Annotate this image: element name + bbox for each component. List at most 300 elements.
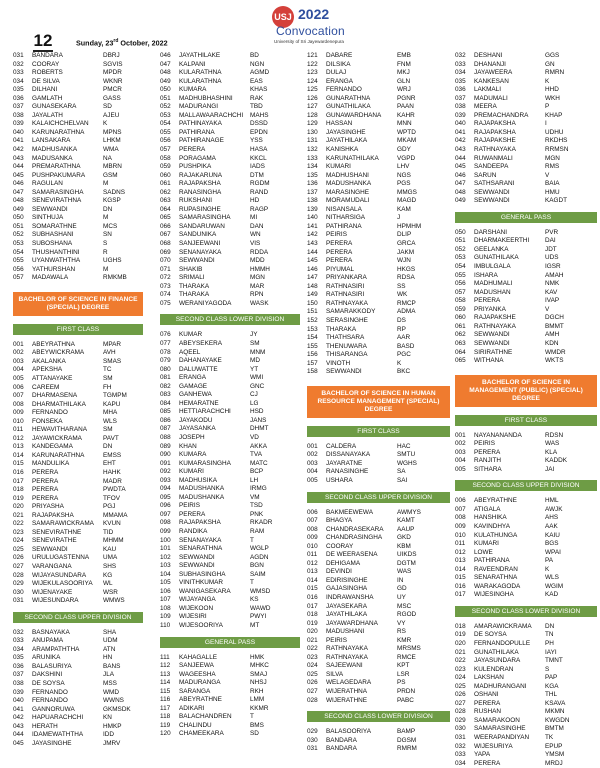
initials: GSM xyxy=(103,171,118,179)
initials: GGS xyxy=(545,52,560,59)
surname: THENUWARA xyxy=(326,342,367,350)
surname: JAYATHILAKE xyxy=(179,52,221,59)
index-number: 022 xyxy=(307,645,318,653)
list-item xyxy=(455,566,597,575)
list-item xyxy=(13,163,143,172)
list-item xyxy=(307,697,450,706)
surname: WIJERATHNE xyxy=(326,696,368,704)
index-number: 114 xyxy=(160,679,171,687)
index-number: 025 xyxy=(307,670,318,678)
index-number: 033 xyxy=(455,751,466,759)
index-number: 056 xyxy=(160,137,171,145)
index-number: 092 xyxy=(160,468,171,476)
index-number: 065 xyxy=(160,214,171,222)
surname: SAMARAKKODY xyxy=(326,308,376,316)
surname: MEERA xyxy=(474,103,497,111)
index-number: 063 xyxy=(160,197,171,205)
initials: KGSP xyxy=(103,197,121,205)
list-item xyxy=(160,300,300,309)
initials: BMTM xyxy=(545,725,564,733)
surname: THISARANGA xyxy=(326,351,368,359)
surname: CHANDRASEKARA xyxy=(326,525,384,533)
list-item xyxy=(307,300,450,309)
initials: WAS xyxy=(545,440,560,448)
list-item xyxy=(160,231,300,240)
initials: DSSD xyxy=(250,120,268,128)
initials: GNC xyxy=(250,382,265,390)
index-number: 102 xyxy=(160,553,171,561)
initials: DAN xyxy=(250,222,264,230)
surname: BASNAYAKA xyxy=(32,628,70,636)
list-item xyxy=(307,611,450,620)
index-number: 026 xyxy=(455,691,466,699)
surname: KARUNARATHNA xyxy=(32,128,85,136)
surname: GUNASEKARA xyxy=(32,103,77,111)
list-item xyxy=(160,112,300,121)
list-item xyxy=(307,603,450,612)
initials: HAC xyxy=(397,442,411,450)
list-item xyxy=(160,374,300,383)
index-number: 088 xyxy=(160,433,171,441)
list-item xyxy=(455,289,597,298)
list-item xyxy=(455,657,597,666)
list-item xyxy=(13,563,143,572)
index-number: 049 xyxy=(455,197,466,205)
surname: SENEVIRATHNA xyxy=(32,197,82,205)
index-number: 002 xyxy=(455,440,466,448)
list-item xyxy=(13,495,143,504)
surname: PIYUMAL xyxy=(326,265,355,273)
initials: DS xyxy=(397,316,406,324)
index-number: 034 xyxy=(13,77,24,85)
initials: RAK xyxy=(250,94,264,102)
index-number: 028 xyxy=(455,708,466,716)
list-item xyxy=(13,597,143,606)
initials: DLIP xyxy=(397,231,412,239)
index-number: 013 xyxy=(455,557,466,565)
list-item xyxy=(160,654,300,663)
initials: RMRM xyxy=(397,745,417,753)
list-item xyxy=(160,78,300,87)
index-number: 050 xyxy=(13,214,24,222)
initials: BD xyxy=(250,52,259,59)
list-item xyxy=(307,206,450,215)
index-number: 089 xyxy=(160,442,171,450)
surname: AKALANKA xyxy=(32,357,66,365)
surname: JAYATHILAKA xyxy=(326,611,368,619)
initials: DGTM xyxy=(397,559,416,567)
initials: GRCA xyxy=(397,240,416,248)
surname: MADURANGA xyxy=(179,679,221,687)
index-number: 126 xyxy=(307,94,318,102)
surname: JAYASEKARA xyxy=(326,602,367,610)
list-item xyxy=(455,86,597,95)
index-number: 091 xyxy=(160,459,171,467)
list-item xyxy=(13,723,143,732)
surname: PERERA xyxy=(32,486,59,494)
surname: JAYASUNDARA xyxy=(474,657,521,665)
list-item xyxy=(455,129,597,138)
list-item xyxy=(455,120,597,129)
initials: AWMYS xyxy=(397,508,421,516)
initials: GASS xyxy=(103,94,121,102)
surname: KAVINDHYA xyxy=(474,522,510,530)
initials: UDHU xyxy=(545,128,564,136)
index-number: 051 xyxy=(160,94,171,102)
list-item xyxy=(13,503,143,512)
initials: YMSM xyxy=(545,751,565,759)
initials: RAM xyxy=(250,527,265,535)
index-number: 057 xyxy=(160,146,171,154)
surname: BANDARA xyxy=(326,745,357,753)
surname: RAGULAN xyxy=(32,180,63,188)
index-number: 138 xyxy=(307,197,318,205)
index-number: 044 xyxy=(455,154,466,162)
surname: RUWANMALI xyxy=(474,154,513,162)
initials: V xyxy=(545,305,550,313)
initials: JAI xyxy=(545,465,555,473)
index-number: 019 xyxy=(13,494,24,502)
surname: SUBHASHANI xyxy=(32,231,74,239)
index-number: 151 xyxy=(307,308,318,316)
initials: WGLP xyxy=(250,545,269,553)
list-item xyxy=(455,323,597,332)
degree-heading: BACHELOR OF SCIENCE IN FINANCE (SPECIAL) DEGREE xyxy=(13,292,143,316)
initials: MMGS xyxy=(397,188,417,196)
index-number: 058 xyxy=(160,154,171,162)
initials: IN xyxy=(397,576,404,584)
index-number: 004 xyxy=(307,468,318,476)
surname: KANKESAN xyxy=(474,77,509,85)
list-item xyxy=(455,549,597,558)
initials: FNM xyxy=(397,60,411,68)
surname: SENARATHNA xyxy=(179,545,223,553)
index-number: 040 xyxy=(13,697,24,705)
list-item xyxy=(160,713,300,722)
surname: DILHANI xyxy=(32,86,58,94)
initials: KS xyxy=(250,596,259,604)
index-number: 111 xyxy=(160,653,170,661)
surname: RATHNAYAKA xyxy=(326,299,368,307)
surname: VINITHKUMAR xyxy=(179,579,224,587)
list-item xyxy=(307,291,450,300)
list-item xyxy=(307,368,450,377)
index-number: 052 xyxy=(160,103,171,111)
surname: FERNANDO xyxy=(326,86,362,94)
list-item xyxy=(160,163,300,172)
list-item xyxy=(455,523,597,532)
surname: THUSHANTHINI xyxy=(32,248,80,256)
index-number: 045 xyxy=(455,163,466,171)
initials: S xyxy=(545,665,550,673)
initials: NA xyxy=(103,154,112,162)
surname: KAHAGALLE xyxy=(179,653,218,661)
initials: IADS xyxy=(250,163,265,171)
index-number: 042 xyxy=(13,714,24,722)
surname: OSHANI xyxy=(474,691,499,699)
index-number: 032 xyxy=(455,742,466,750)
surname: KULARATHNA xyxy=(179,69,222,77)
surname: SHAKIB xyxy=(179,265,203,273)
surname: KANDEGAMA xyxy=(32,443,73,451)
surname: LANSAKARA xyxy=(32,137,71,145)
index-number: 104 xyxy=(160,570,171,578)
list-item xyxy=(160,460,300,469)
initials: HML xyxy=(545,497,559,505)
list-item xyxy=(160,671,300,680)
list-item xyxy=(160,730,300,739)
index-number: 046 xyxy=(455,171,466,179)
list-item xyxy=(160,562,300,571)
surname: RATHNAYAKA xyxy=(326,653,368,661)
list-item xyxy=(160,596,300,605)
index-number: 055 xyxy=(455,271,466,279)
list-item xyxy=(160,206,300,215)
surname: RUKSHANI xyxy=(179,197,213,205)
list-item xyxy=(307,180,450,189)
list-item xyxy=(13,689,143,698)
university-crest-icon: USJ xyxy=(272,6,294,28)
list-item xyxy=(160,146,300,155)
index-number: 156 xyxy=(307,351,318,359)
index-number: 053 xyxy=(160,111,171,119)
surname: KALPANI xyxy=(179,60,206,68)
initials: LSR xyxy=(397,670,410,678)
index-number: 065 xyxy=(455,357,466,365)
surname: BALASOORIYA xyxy=(326,728,371,736)
index-number: 009 xyxy=(455,522,466,530)
surname: WIJESUNDARA xyxy=(32,597,79,605)
index-number: 068 xyxy=(160,240,171,248)
surname: MADHUSANKA xyxy=(32,146,78,154)
index-number: 013 xyxy=(13,443,24,451)
surname: ANUPAMA xyxy=(32,637,64,645)
surname: DHARMATHILAKA xyxy=(32,400,86,408)
index-number: 023 xyxy=(455,665,466,673)
index-number: 049 xyxy=(13,205,24,213)
list-item xyxy=(160,69,300,78)
surname: JAYAKODU xyxy=(179,416,213,424)
list-item xyxy=(160,494,300,503)
list-item xyxy=(307,343,450,352)
initials: JDT xyxy=(545,245,557,253)
surname: APEKSHA xyxy=(32,366,63,374)
list-item xyxy=(160,103,300,112)
index-number: 113 xyxy=(160,670,171,678)
initials: GN xyxy=(545,60,555,68)
initials: MDD xyxy=(250,257,265,265)
index-number: 107 xyxy=(160,596,171,604)
list-item xyxy=(13,155,143,164)
index-number: 152 xyxy=(307,316,318,324)
list-item xyxy=(307,577,450,586)
surname: WEERAPANDIYAN xyxy=(474,734,530,741)
surname: DABARE xyxy=(326,52,353,59)
list-item xyxy=(160,189,300,198)
index-number: 039 xyxy=(13,688,24,696)
surname: EDIRISINGHE xyxy=(326,576,368,584)
initials: KAM xyxy=(397,205,411,213)
index-number: 041 xyxy=(13,137,24,145)
surname: MADAWALA xyxy=(32,274,69,282)
initials: MD xyxy=(250,357,260,365)
initials: MPAR xyxy=(103,340,121,348)
list-item xyxy=(160,400,300,409)
list-item xyxy=(13,358,143,367)
list-item xyxy=(160,249,300,258)
list-item xyxy=(455,180,597,189)
surname: YAPA xyxy=(474,751,491,759)
index-number: 011 xyxy=(455,540,466,548)
index-number: 006 xyxy=(455,497,466,505)
surname: ERANGA xyxy=(326,77,353,85)
initials: FH xyxy=(103,383,112,391)
index-number: 054 xyxy=(455,263,466,271)
surname: HEWAVITHARANA xyxy=(32,426,88,434)
surname: SEWWANDI xyxy=(179,562,215,570)
list-item xyxy=(455,743,597,752)
list-item xyxy=(160,502,300,511)
surname: SAMARAWICKRAMA xyxy=(32,520,94,528)
list-item xyxy=(455,163,597,172)
index-number: 032 xyxy=(13,628,24,636)
list-item xyxy=(307,594,450,603)
initials: PMCR xyxy=(103,86,122,94)
list-item xyxy=(455,674,597,683)
index-number: 030 xyxy=(455,725,466,733)
list-item xyxy=(455,717,597,726)
initials: MKMN xyxy=(545,708,565,716)
initials: AKKA xyxy=(250,442,268,450)
surname: PATHIRANA xyxy=(474,557,510,565)
index-number: 010 xyxy=(307,542,318,550)
initials: SM xyxy=(250,339,260,347)
initials: TVA xyxy=(250,451,262,459)
initials: DBRJ xyxy=(103,52,120,59)
list-item xyxy=(160,214,300,223)
index-number: 032 xyxy=(13,60,24,68)
index-number: 031 xyxy=(307,745,318,753)
index-number: 028 xyxy=(307,696,318,704)
surname: THARAKA xyxy=(179,282,210,290)
list-item xyxy=(307,477,450,486)
surname: ABEYRATHNA xyxy=(32,340,75,348)
index-number: 154 xyxy=(307,334,318,342)
list-item xyxy=(13,469,143,478)
list-item xyxy=(13,629,143,638)
index-number: 006 xyxy=(13,383,24,391)
index-number: 001 xyxy=(13,340,24,348)
list-item xyxy=(307,671,450,680)
initials: AMAH xyxy=(545,271,564,279)
initials: RDSA xyxy=(397,274,415,282)
list-item xyxy=(307,317,450,326)
list-item xyxy=(13,663,143,672)
initials: GKD xyxy=(397,534,411,542)
list-item xyxy=(13,646,143,655)
surname: GUNATHILAKA xyxy=(474,254,519,262)
surname: WIJAYANGA xyxy=(179,596,216,604)
list-item xyxy=(13,95,143,104)
surname: RAJAPAKSHA xyxy=(179,180,221,188)
list-item xyxy=(455,155,597,164)
surname: ATIGALA xyxy=(474,505,501,513)
list-item xyxy=(13,112,143,121)
initials: MT xyxy=(250,622,260,629)
index-number: 086 xyxy=(160,416,171,424)
index-number: 122 xyxy=(307,60,318,68)
initials: TK xyxy=(545,734,554,741)
surname: KUMARA xyxy=(179,451,207,459)
index-number: 017 xyxy=(307,602,318,610)
initials: WMSD xyxy=(250,587,271,595)
list-item xyxy=(307,86,450,95)
index-number: 033 xyxy=(13,637,24,645)
list-item xyxy=(160,705,300,714)
index-number: 055 xyxy=(160,128,171,136)
initials: SMAJ xyxy=(250,670,268,678)
surname: VINOTH xyxy=(326,359,351,367)
index-number: 084 xyxy=(160,399,171,407)
index-number: 072 xyxy=(160,274,171,282)
surname: MADUSHANKA xyxy=(326,180,372,188)
class-heading: SECOND CLASS LOWER DIVISION xyxy=(455,606,597,617)
index-number: 021 xyxy=(13,511,24,519)
surname: SENARATHNA xyxy=(474,574,518,582)
surname: DAHANAYAKE xyxy=(179,357,222,365)
index-number: 040 xyxy=(13,128,24,136)
index-number: 079 xyxy=(160,357,171,365)
index-number: 046 xyxy=(160,52,171,59)
initials: RAGP xyxy=(250,205,269,213)
index-number: 045 xyxy=(13,739,24,747)
index-number: 043 xyxy=(13,154,24,162)
list-item xyxy=(13,529,143,538)
surname: KUMARI xyxy=(474,540,499,548)
index-number: 133 xyxy=(307,154,318,162)
initials: WLS xyxy=(103,417,117,425)
index-number: 051 xyxy=(13,222,24,230)
initials: S xyxy=(103,240,108,248)
index-number: 076 xyxy=(160,331,171,339)
index-number: 121 xyxy=(307,52,318,59)
initials: KKCL xyxy=(250,154,267,162)
list-item xyxy=(307,103,450,112)
surname: DILSIKA xyxy=(326,60,351,68)
initials: PA xyxy=(545,557,554,565)
surname: SEWWANDI xyxy=(179,257,215,265)
list-item xyxy=(160,528,300,537)
initials: YT xyxy=(250,365,259,373)
list-item xyxy=(160,451,300,460)
list-item xyxy=(13,731,143,740)
index-number: 035 xyxy=(455,77,466,85)
list-item xyxy=(13,486,143,495)
index-number: 064 xyxy=(455,348,466,356)
list-item xyxy=(455,725,597,734)
index-number: 135 xyxy=(307,171,318,179)
logo-year: 2022 xyxy=(298,6,330,22)
initials: SN xyxy=(103,231,112,239)
list-item xyxy=(455,349,597,358)
surname: WERANIYAGODA xyxy=(179,299,232,307)
surname: DE SOYSA xyxy=(474,631,507,639)
list-item xyxy=(160,722,300,731)
initials: RKADR xyxy=(250,519,273,527)
list-item xyxy=(455,574,597,583)
initials: JY xyxy=(250,331,258,339)
index-number: 004 xyxy=(13,366,24,374)
